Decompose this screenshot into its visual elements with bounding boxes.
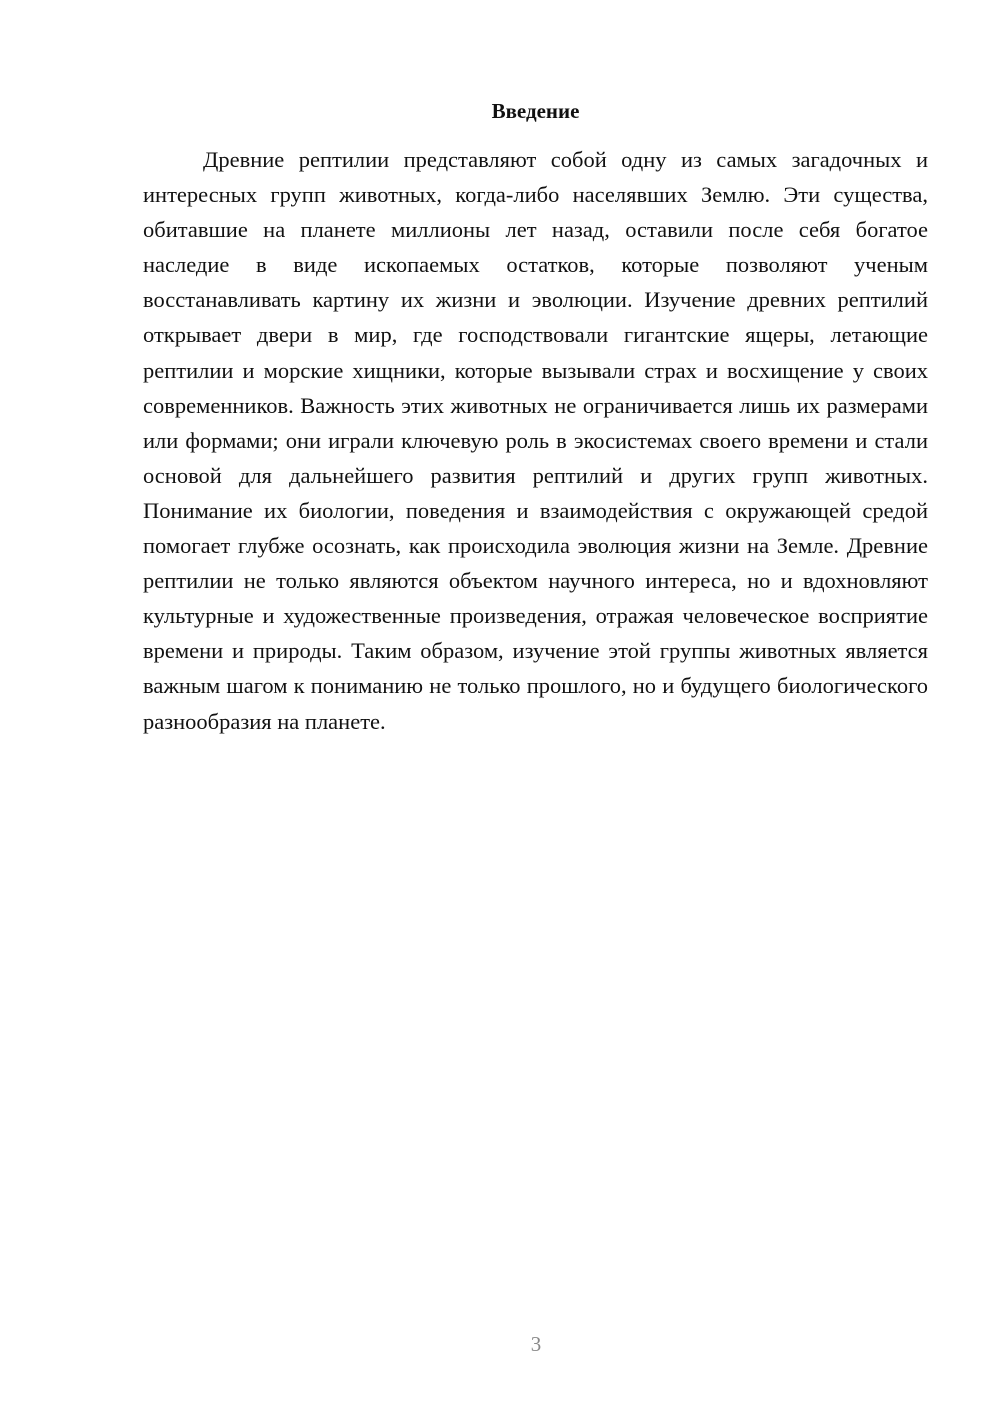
page-number: 3	[530, 1332, 542, 1356]
body-paragraph: Древние рептилии представляют собой одну из самых загадочных и интересных групп животных, когда-либо населявших Землю. Эти существа, обитавшие на планете миллионы лет назад, оставили после себя богатое наследие в виде ископаемых остатков, которые позволяют ученым восстанавливать картину их жизни и эволюции. Изучение древних рептилий открывает двери в мир, где господствовали гигантские ящеры, летающие рептилии и морские хищники, которые вызывали страх и восхищение у своих современников. Важность этих животных не ограничивается лишь их размерами или формами; они играли ключевую роль в экосистемах своего времени и стали основой для дальнейшего развития рептилий и других групп животных. Понимание их биологии, поведения и взаимодействия с окружающей средой помогает глубже осознать, как происходила эволюция жизни на Земле. Древние рептилии не только являются объектом научного интереса, но и вдохновляют культурные и художественные произведения, отражая человеческое восприятие времени и природы. Таким образом, изучение этой группы животных является важным шагом к пониманию не только прошлого, но и будущего биологического разнообразия на планете.	[143, 147, 928, 734]
section-heading: Введение	[491, 99, 580, 123]
